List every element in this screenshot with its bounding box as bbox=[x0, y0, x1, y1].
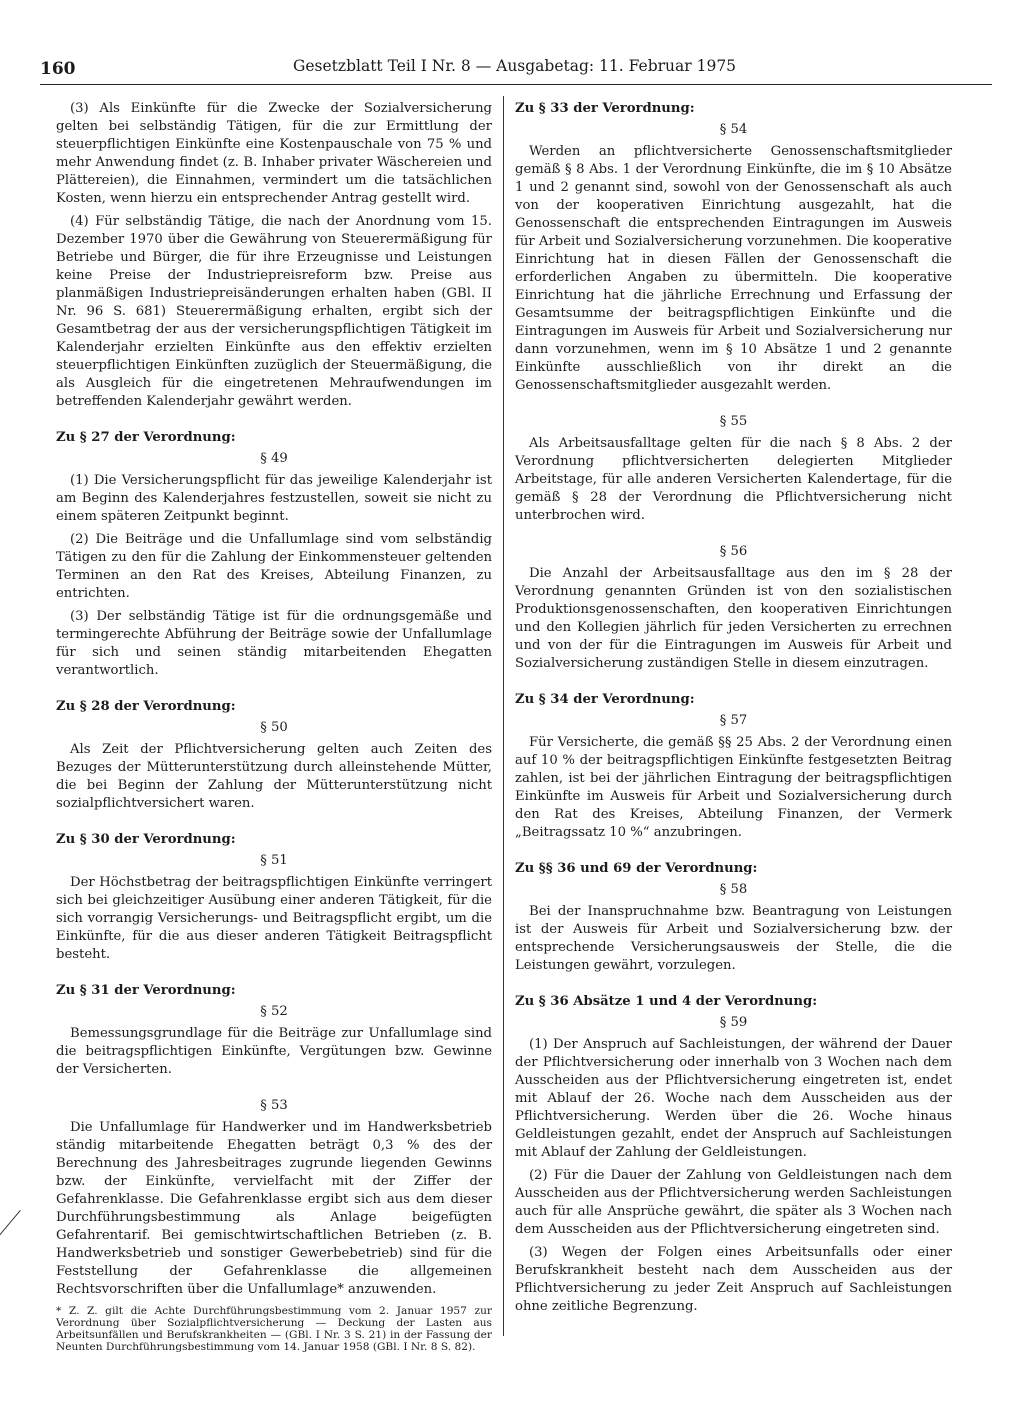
paragraph: (1) Die Versicherungspflicht für das jeweilige Kalenderjahr ist am Beginn des Kalenderjahres festzustellen, soweit sie nicht zu einem späteren Zeitpunkt beginnt. bbox=[56, 473, 492, 524]
paragraph: (3) Der selbständig Tätige ist für die ordnungsgemäße und termingerechte Abführung der Beiträge sowie der Unfallumlage für sich und seinen ständig mitarbeitenden Ehegatten verantwortlich. bbox=[56, 609, 492, 678]
header-rule bbox=[40, 84, 992, 85]
paragraph-number: § 57 bbox=[719, 713, 748, 728]
section-heading: Zu § 34 der Verordnung: bbox=[515, 692, 695, 707]
paragraph: Für Versicherte, die gemäß §§ 25 Abs. 2 der Verordnung einen auf 10 % der beitragspflichtigen Einkünfte festgesetzten Beitrag zahlen, ist bei der jährlichen Eintragung der beitragspflichtigen Einkünfte im Ausweis für Arbeit und Sozialversicherung durch den Rat des Kreises, Abteilung Finanzen, der Vermerk „Beitragssatz 10 %“ anzubringen. bbox=[515, 735, 952, 840]
paragraph: (4) Für selbständig Tätige, die nach der Anordnung vom 15. Dezember 1970 über die Gewährung von Steuerermäßigung für Betriebe und Bürger, die für ihre Erzeugnisse und Leistungen keine Preise der Industriepreisreform bzw. Preise aus planmäßigen Industriepreisänderungen erhalten haben (GBl. II Nr. 96 S. 681) Steuerermäßigung erhalten, ergibt sich der Gesamtbetrag der aus der versicherungspflichtigen Tätigkeit im Kalenderjahr erzielten Einkünfte aus den effektiv erzielten steuerpflichtigen Einkünften zuzüglich der Steuermäßigung, die als Ausgleich für die eingetretenen Mehraufwendungen im betreffenden Kalenderjahr gewährt werden. bbox=[56, 214, 492, 409]
paragraph-number: § 54 bbox=[719, 122, 748, 137]
column-divider bbox=[503, 96, 504, 1336]
paragraph: Werden an pflichtversicherte Genossenschaftsmitglieder gemäß § 8 Abs. 1 der Verordnung Einkünfte, die im § 10 Absätze 1 und 2 genannt sind, sowohl von der Genossenschaft als auch von der kooperativen Einrichtung ausgezahlt, hat die Genossenschaft die entsprechenden Eintragungen im Ausweis für Arbeit und Sozialversicherung vorzunehmen. Die kooperative Einrichtung hat in diesen Fällen der Genossenschaft die erforderlichen Angaben zu übermitteln. Die kooperative Einrichtung hat die jährliche Errechnung und Erfassung der Gesamtsumme der beitragspflichtigen Einkünfte und die Eintragungen im Ausweis für Arbeit und Sozialversicherung nur dann vorzunehmen, wenn im § 10 Absätze 1 und 2 genannte Einkünfte ausschließlich von ihr direkt an die Genossenschaftsmitglieder ausgezahlt werden. bbox=[515, 144, 952, 393]
gazette-title: Gesetzblatt Teil I Nr. 8 — Ausgabetag: 11. Februar 1975 bbox=[293, 57, 737, 75]
section-heading: Zu § 27 der Verordnung: bbox=[56, 430, 236, 445]
paragraph-number: § 49 bbox=[260, 451, 288, 466]
section-heading: Zu § 28 der Verordnung: bbox=[56, 699, 236, 714]
section-heading: Zu §§ 36 und 69 der Verordnung: bbox=[515, 861, 758, 876]
paragraph-number: § 50 bbox=[260, 720, 288, 735]
paragraph: (2) Die Beiträge und die Unfallumlage sind vom selbständig Tätigen zu den für die Zahlung der Einkommensteuer geltenden Terminen an den Rat des Kreises, Abteilung Finanzen, zu entrichten. bbox=[56, 532, 492, 601]
paragraph-number: § 58 bbox=[719, 882, 748, 897]
paragraph-number: § 53 bbox=[260, 1098, 288, 1113]
footnote bbox=[56, 1305, 492, 1353]
section-heading: Zu § 30 der Verordnung: bbox=[56, 832, 236, 847]
paragraph: Der Höchstbetrag der beitragspflichtigen Einkünfte verringert sich bei gleichzeitiger Ausübung einer anderen Tätigkeit, für die sich vorrangig Versicherungs- und Beitragspflicht ergibt, um die Einkünfte, für die aus dieser anderen Tätigkeit Beitragspflicht besteht. bbox=[56, 875, 492, 962]
paragraph: (3) Wegen der Folgen eines Arbeitsunfalls oder einer Berufskrankheit besteht nach dem Ausscheiden aus der Pflichtversicherung zu jeder Zeit Anspruch auf Sachleistungen ohne zeitliche Begrenzung. bbox=[515, 1245, 952, 1314]
paragraph-number: § 52 bbox=[260, 1004, 288, 1019]
paragraph: Als Arbeitsausfalltage gelten für die nach § 8 Abs. 2 der Verordnung pflichtversicherten delegierten Mitglieder Arbeitstage, für alle anderen Versicherten Kalendertage, für die gemäß § 28 der Verordnung die Pflichtversicherung nicht unterbrochen wird. bbox=[515, 436, 952, 523]
section-heading: Zu § 33 der Verordnung: bbox=[515, 101, 695, 116]
paragraph: Die Anzahl der Arbeitsausfalltage aus den im § 28 der Verordnung genannten Gründen ist von den sozialistischen Produktionsgenossenschaften, den kooperativen Einrichtungen und den Kollegien jährlich für jeden Versicherten zu errechnen und von der für die Eintragungen im Ausweis für Arbeit und Sozialversicherung zuständigen Stelle in diesem einzutragen. bbox=[515, 566, 952, 671]
paragraph: Bemessungsgrundlage für die Beiträge zur Unfallumlage sind die beitragspflichtigen Einkünfte, Vergütungen bzw. Gewinne der Versicherten. bbox=[56, 1026, 492, 1077]
page-number: 160 bbox=[40, 59, 76, 79]
paragraph: (3) Als Einkünfte für die Zwecke der Sozialversicherung gelten bei selbständig Tätigen, für die zur Ermittlung der steuerpflichtigen Einkünfte eine Kostenpauschale von 75 % und mehr Anwendung findet (z. B. Inhaber privater Wäschereien und Plättereien), die Einnahmen, vermindert um die tatsächlichen Kosten, wenn hierzu ein entsprechender Antrag gestellt wird. bbox=[56, 101, 492, 206]
paragraph: Die Unfallumlage für Handwerker und im Handwerksbetrieb ständig mitarbeitende Ehegatten beträgt 0,3 % des der Berechnung des Jahresbeitrages zugrunde liegenden Gewinns bzw. der Einkünfte, vervielfacht mit der Ziffer der Gefahrenklasse. Die Gefahrenklasse ergibt sich aus dem dieser Durchführungsbestimmung als Anlage beigefügten Gefahrentarif. Bei gemischtwirtschaftlichen Betrieben (z. B. Handwerksbetrieb und sonstiger Gewerbebetrieb) sind für die Feststellung der Gefahrenklasse die allgemeinen Rechtsvorschriften über die Unfallumlage* anzuwenden. bbox=[56, 1120, 492, 1297]
section-heading: Zu § 36 Absätze 1 und 4 der Verordnung: bbox=[515, 994, 818, 1009]
left-column bbox=[56, 100, 492, 1353]
paragraph-number: § 59 bbox=[719, 1015, 748, 1030]
paragraph: (2) Für die Dauer der Zahlung von Geldleistungen nach dem Ausscheiden aus der Pflichtversicherung werden Sachleistungen auch für alle Ansprüche gewährt, die später als 3 Wochen nach dem Ausscheiden aus der Pflichtversicherung eingetreten sind. bbox=[515, 1168, 952, 1237]
paragraph-number: § 51 bbox=[260, 853, 288, 868]
paragraph: Als Zeit der Pflichtversicherung gelten auch Zeiten des Bezuges der Mütterunterstützung durch alleinstehende Mütter, die bei Beginn der Zahlung der Mütterunterstützung nicht sozialpflichtversichert waren. bbox=[56, 742, 492, 811]
paragraph-number: § 56 bbox=[719, 544, 748, 559]
margin-pencil-mark bbox=[0, 1210, 21, 1252]
footnote-text: * Z. Z. gilt die Achte Durchführungsbestimmung vom 2. Januar 1957 zur Verordnung über Sozialpflichtversicherung — Deckung der Lasten aus Arbeitsunfällen und Berufskrankheiten — (GBl. I Nr. 3 S. 21) in der Fassung der Neunten Durchführungsbestimmung vom 14. Januar 1958 (GBl. I Nr. 8 S. 82). bbox=[56, 1305, 492, 1353]
right-column bbox=[515, 100, 952, 1321]
paragraph-number: § 55 bbox=[719, 414, 748, 429]
paragraph: (1) Der Anspruch auf Sachleistungen, der während der Dauer der Pflichtversicherung oder innerhalb von 3 Wochen nach dem Ausscheiden aus der Pflichtversicherung eingetreten ist, endet mit Ablauf der 26. Woche nach dem Ausscheiden aus der Pflichtversicherung. Werden über die 26. Woche hinaus Geldleistungen gezahlt, endet der Anspruch auf Sachleistungen mit Ablauf der Zahlung der Geldleistungen. bbox=[515, 1037, 952, 1160]
section-heading: Zu § 31 der Verordnung: bbox=[56, 983, 236, 998]
paragraph: Bei der Inanspruchnahme bzw. Beantragung von Leistungen ist der Ausweis für Arbeit und Sozialversicherung bzw. der entsprechende Versicherungsausweis der Stelle, die die Leistungen gewährt, vorzulegen. bbox=[515, 904, 952, 973]
